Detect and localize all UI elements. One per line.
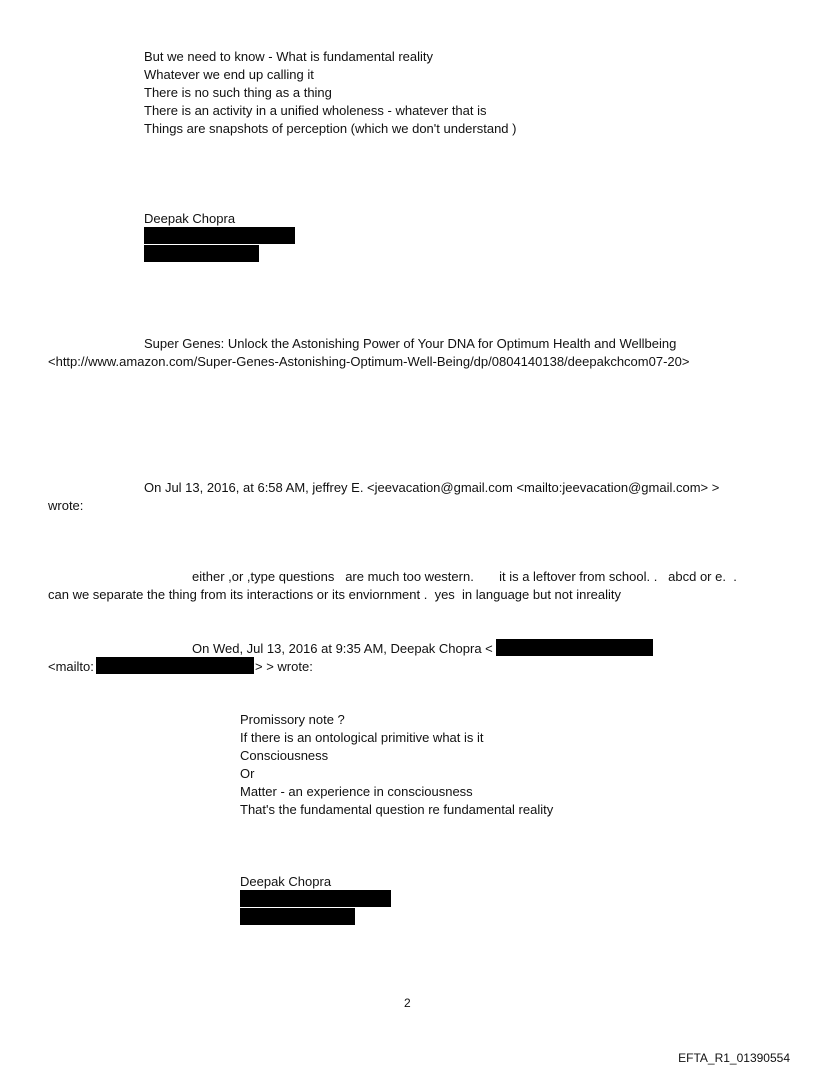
mailto-prefix: <mailto:	[48, 659, 94, 674]
body-line: But we need to know - What is fundamental reality	[144, 49, 434, 64]
signature-name: Deepak Chopra	[144, 211, 236, 226]
reply-line: either ,or ,type questions are much too western. it is a leftover from school. . abcd or e. .	[192, 569, 737, 584]
body-line: If there is an ontological primitive what is it	[240, 730, 484, 745]
book-title: Super Genes: Unlock the Astonishing Power of Your DNA for Optimum Health and Wellbeing	[144, 336, 677, 351]
email-header: On Jul 13, 2016, at 6:58 AM, jeffrey E. <jeevacation@gmail.com <mailto:jeevacation@gmail.com> >	[144, 480, 720, 495]
body-line: There is no such thing as a thing	[144, 85, 332, 100]
body-line: Or	[240, 766, 255, 781]
body-line: Things are snapshots of perception (which we don't understand )	[144, 121, 517, 136]
redaction-box	[240, 908, 355, 925]
page-number: 2	[404, 996, 411, 1010]
signature-name: Deepak Chopra	[240, 874, 332, 889]
redaction-box	[240, 890, 391, 907]
redaction-box	[96, 657, 254, 674]
body-line: Matter - an experience in consciousness	[240, 784, 473, 799]
body-line: Promissory note ?	[240, 712, 345, 727]
redaction-box	[496, 639, 653, 656]
document-id: EFTA_R1_01390554	[678, 1051, 790, 1065]
email-header-wrote: wrote:	[48, 498, 84, 513]
reply-line: can we separate the thing from its interactions or its enviornment . yes in language but not inreality	[48, 587, 622, 602]
redaction-box	[144, 245, 259, 262]
body-line: Consciousness	[240, 748, 329, 763]
book-link[interactable]: <http://www.amazon.com/Super-Genes-Astonishing-Optimum-Well-Being/dp/0804140138/deepakchcom07-20>	[48, 354, 690, 369]
redaction-box	[144, 227, 295, 244]
email-header-wrote: > > wrote:	[255, 659, 313, 674]
email-header: On Wed, Jul 13, 2016 at 9:35 AM, Deepak Chopra <	[192, 641, 493, 656]
body-line: That's the fundamental question re fundamental reality	[240, 802, 554, 817]
body-line: Whatever we end up calling it	[144, 67, 314, 82]
body-line: There is an activity in a unified wholeness - whatever that is	[144, 103, 487, 118]
